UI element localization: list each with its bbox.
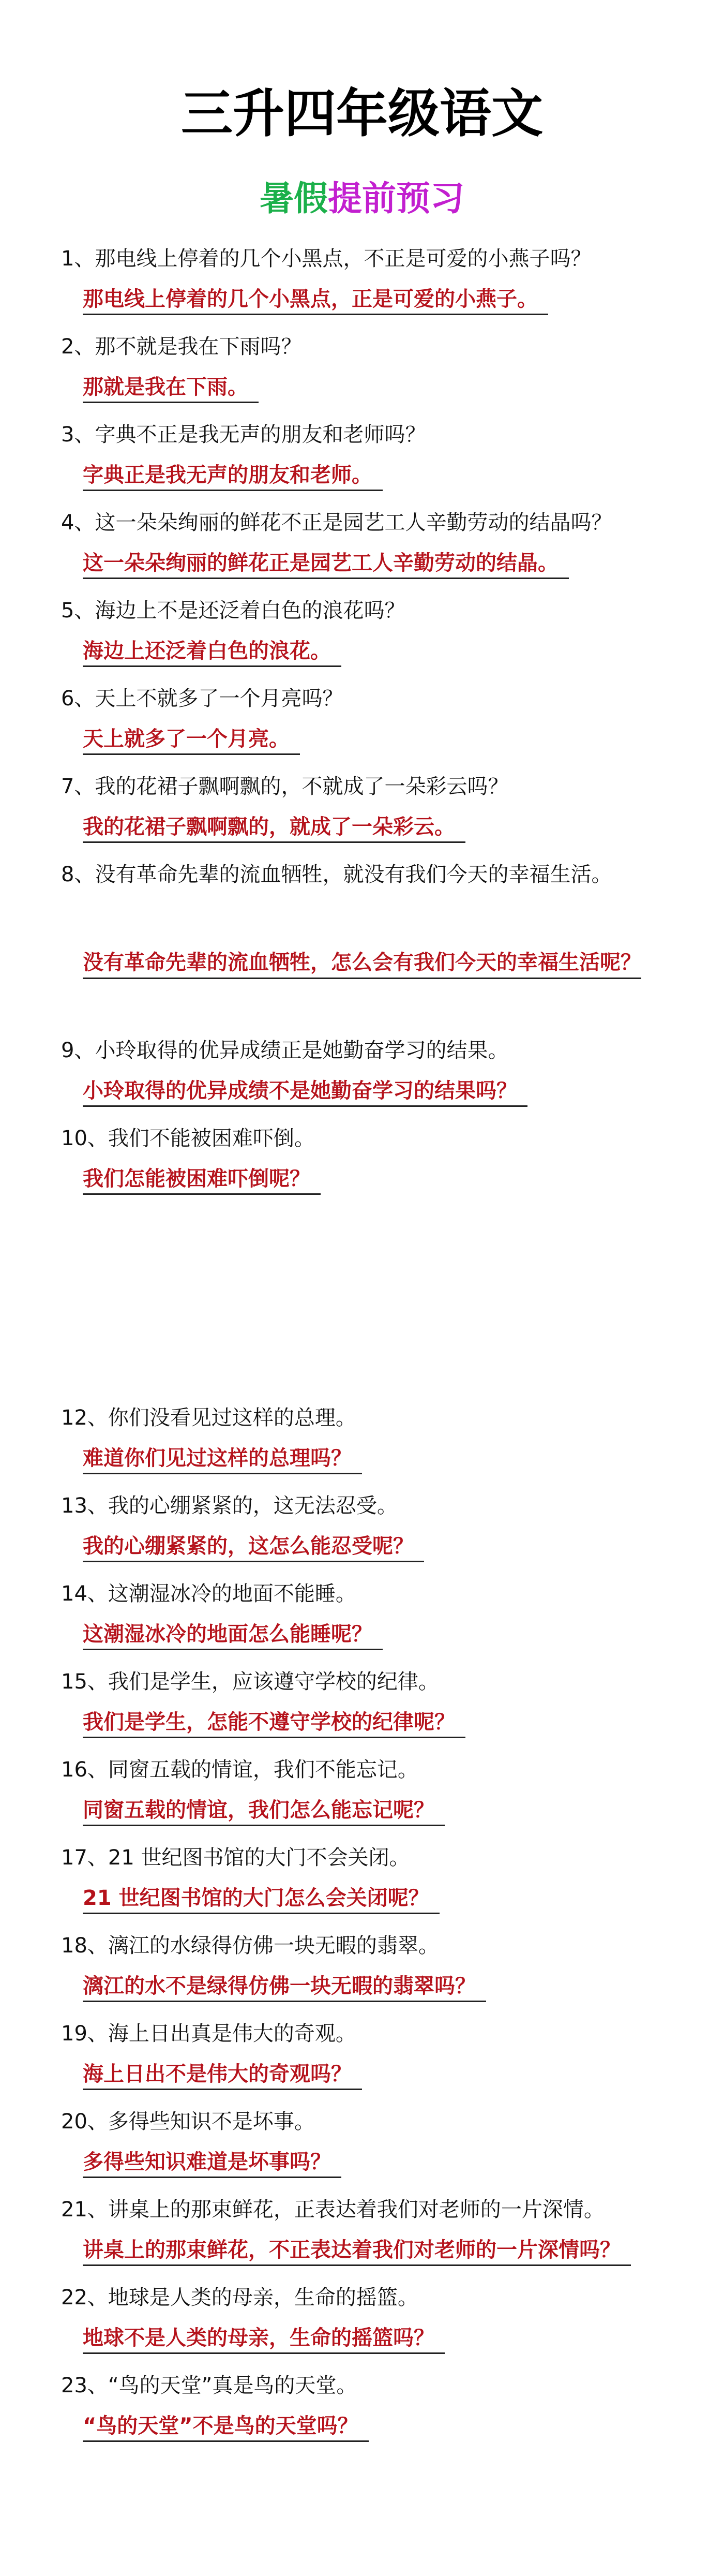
question-20: 20、多得些知识不是坏事。	[61, 2110, 315, 2134]
answer-5: 海边上还泛着白色的浪花。	[83, 636, 341, 667]
answer-23: “鸟的天堂”不是鸟的天堂吗？	[83, 2411, 369, 2442]
answer-18: 漓江的水不是绿得仿佛一块无暇的翡翠吗？	[83, 1972, 486, 2002]
question-18: 18、漓江的水绿得仿佛一块无暇的翡翠。	[61, 1934, 439, 1958]
answer-10: 我们怎能被困难吓倒呢？	[83, 1164, 321, 1195]
answer-8-text: 没有革命先辈的流血牺牲，怎么会有我们今天的幸福生活呢？	[83, 951, 641, 979]
question-15: 15、我们是学生，应该遵守学校的纪律。	[61, 1670, 439, 1694]
question-7: 7、我的花裙子飘啊飘的，不就成了一朵彩云吗？	[61, 775, 509, 798]
question-16: 16、同窗五载的情谊，我们不能忘记。	[61, 1758, 418, 1782]
answer-16: 同窗五载的情谊，我们怎么能忘记呢？	[83, 1796, 445, 1826]
question-23: 23、“鸟的天堂”真是鸟的天堂。	[61, 2374, 357, 2397]
answer-20: 多得些知识难道是坏事吗？	[83, 2148, 341, 2178]
answer-4: 这一朵朵绚丽的鲜花正是园艺工人辛勤劳动的结晶。	[83, 549, 569, 579]
question-17: 17、21 世纪图书馆的大门不会关闭。	[61, 1846, 410, 1870]
answer-9: 小玲取得的优异成绩不是她勤奋学习的结果吗？	[83, 1076, 527, 1107]
question-19: 19、海上日出真是伟大的奇观。	[61, 2022, 356, 2046]
page-title: 三升四年级语文	[181, 83, 543, 144]
answer-6: 天上就多了一个月亮。	[83, 724, 300, 755]
question-14: 14、这潮湿冰冷的地面不能睡。	[61, 1582, 356, 1606]
question-21: 21、讲桌上的那束鲜花，正表达着我们对老师的一片深情。	[61, 2198, 605, 2222]
question-5: 5、海边上不是还泛着白色的浪花吗？	[61, 599, 405, 623]
answer-3: 字典正是我无声的朋友和老师。	[83, 461, 383, 491]
answer-7: 我的花裙子飘啊飘的，就成了一朵彩云。	[83, 812, 465, 843]
question-8: 8、没有革命先辈的流血牺牲，就没有我们今天的幸福生活。	[61, 863, 612, 886]
answer-8	[61, 941, 693, 984]
question-13: 13、我的心绷紧紧的，这无法忍受。	[61, 1494, 398, 1518]
answer-21: 讲桌上的那束鲜花，不正表达着我们对老师的一片深情吗？	[83, 2236, 631, 2266]
subtitle-part-1: 暑假	[260, 179, 328, 218]
subtitle-part-2: 提前预习	[328, 179, 464, 218]
answer-12: 难道你们见过这样的总理吗？	[83, 1444, 362, 1474]
answer-2: 那就是我在下雨。	[83, 373, 259, 403]
answer-22: 地球不是人类的母亲，生命的摇篮吗？	[83, 2323, 445, 2354]
answer-1: 那电线上停着的几个小黑点，正是可爱的小燕子。	[83, 285, 548, 315]
question-12: 12、你们没看见过这样的总理。	[61, 1406, 356, 1430]
question-22: 22、地球是人类的母亲，生命的摇篮。	[61, 2286, 418, 2309]
question-10: 10、我们不能被困难吓倒。	[61, 1127, 315, 1150]
answer-19: 海上日出不是伟大的奇观吗？	[83, 2060, 362, 2090]
question-3: 3、字典不正是我无声的朋友和老师吗？	[61, 423, 426, 447]
question-2: 2、那不就是我在下雨吗？	[61, 335, 302, 359]
question-1: 1、那电线上停着的几个小黑点，不正是可爱的小燕子吗？	[61, 247, 592, 271]
page-subtitle	[0, 180, 724, 218]
question-9: 9、小玲取得的优异成绩正是她勤奋学习的结果。	[61, 1039, 509, 1062]
question-4: 4、这一朵朵绚丽的鲜花不正是园艺工人辛勤劳动的结晶吗？	[61, 511, 612, 535]
answer-17: 21 世纪图书馆的大门怎么会关闭呢？	[83, 1884, 440, 1914]
answer-15: 我们是学生，怎能不遵守学校的纪律呢？	[83, 1708, 465, 1738]
answer-14: 这潮湿冰冷的地面怎么能睡呢？	[83, 1620, 383, 1650]
question-6: 6、天上不就多了一个月亮吗？	[61, 687, 343, 710]
answer-13: 我的心绷紧紧的，这怎么能忍受呢？	[83, 1532, 424, 1562]
